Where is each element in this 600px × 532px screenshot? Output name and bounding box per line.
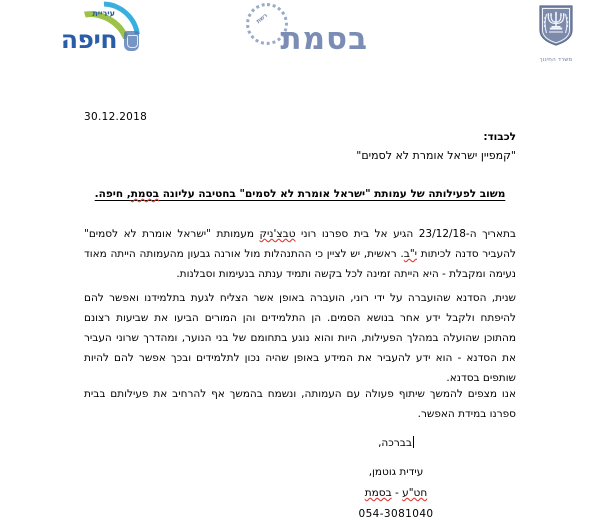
signature-regards — [276, 436, 516, 449]
signature-name: עידית גוטמן, — [368, 466, 424, 478]
basmat-logo-name: בסמת — [280, 21, 368, 57]
ministry-caption: משרד החינוך — [539, 57, 573, 63]
misspelled-word: י"ב — [403, 248, 418, 260]
basmat-school-logo — [243, 3, 368, 55]
letter-paragraph-3: אנו מצפים להמשך שיתוף פעולה עם העמותה, ונשמח בהמשך אף להרחיב את פעילותם בבית ספרנו במידת האפשר. — [84, 388, 516, 420]
haifa-logo-subtitle: עיריית — [92, 9, 115, 18]
addressee-label: לכבוד: — [483, 131, 516, 143]
signature-phone: 054-3081040 — [358, 508, 434, 520]
letter-paragraph-1: בתאריך ה-23/12/18 הגיע אל בית ספרנו רוני טבצ'ניק מעמותת "ישראל אומרת לא לסמים" להעביר סדנה לכיתות י"ב. ראשית, יש לציין כי ההתנהלות מול אורנה גבעון מהעמותה הייתה מאוד נעימה ומקבלת - היא הייתה זמינה לכל בקשה ותמיד ענתה בנעימות וסבלנות. — [84, 228, 516, 280]
subject-text-after: , חיפה. — [94, 188, 131, 200]
subject-text-before: משוב לפעילותה של עמותת "ישראל אומרת לא לסמים" בחטיבה עליונה — [159, 188, 506, 200]
signature-role-part-b: בסמת — [364, 487, 392, 499]
signature-role-part-a: חט"ע — [402, 487, 428, 499]
addressee-name: "קמפיין ישראל אומרת לא לסמים" — [356, 149, 516, 162]
signature-regards-text: בברכה, — [378, 437, 412, 449]
text-caret — [413, 436, 414, 448]
misspelled-word: טבצ'ניק — [259, 228, 296, 240]
ministry-of-education-logo — [528, 4, 584, 64]
haifa-logo-name: חיפה — [60, 25, 117, 54]
letterhead — [0, 0, 600, 72]
haifa-municipality-logo — [14, 4, 139, 54]
signature-role — [276, 487, 516, 499]
signature-role-separator: - — [391, 487, 403, 499]
basmat-seal-label: רשת — [255, 11, 269, 26]
haifa-crest-icon — [124, 31, 139, 51]
letter-date: 30.12.2018 — [84, 111, 148, 123]
subject-misspelled-word: בסמת — [130, 188, 160, 200]
israel-state-emblem-icon — [538, 4, 574, 46]
letter-paragraph-2: שנית, הסדנא שהועברה על ידי רוני, הועברה באופן אשר הצליח לגעת בתלמידנו ואפשר להם להיפתח ולקבל ידע אחר בנושא הסמים. הן התלמידים והן המורים הביעו את שביעות רצונם מהתוכן שהועלה במהלך הפעילות, היות והוא נוגע בתחומם של בני הנוער, ומהדרך שרוני העביר את הסדנא - הוא ידע להעביר את המידע באופן שהיה נכון לתלמידים ובכך אפשר להם להיות שותפים בסדנא. — [84, 292, 516, 384]
letter-subject — [84, 188, 516, 200]
